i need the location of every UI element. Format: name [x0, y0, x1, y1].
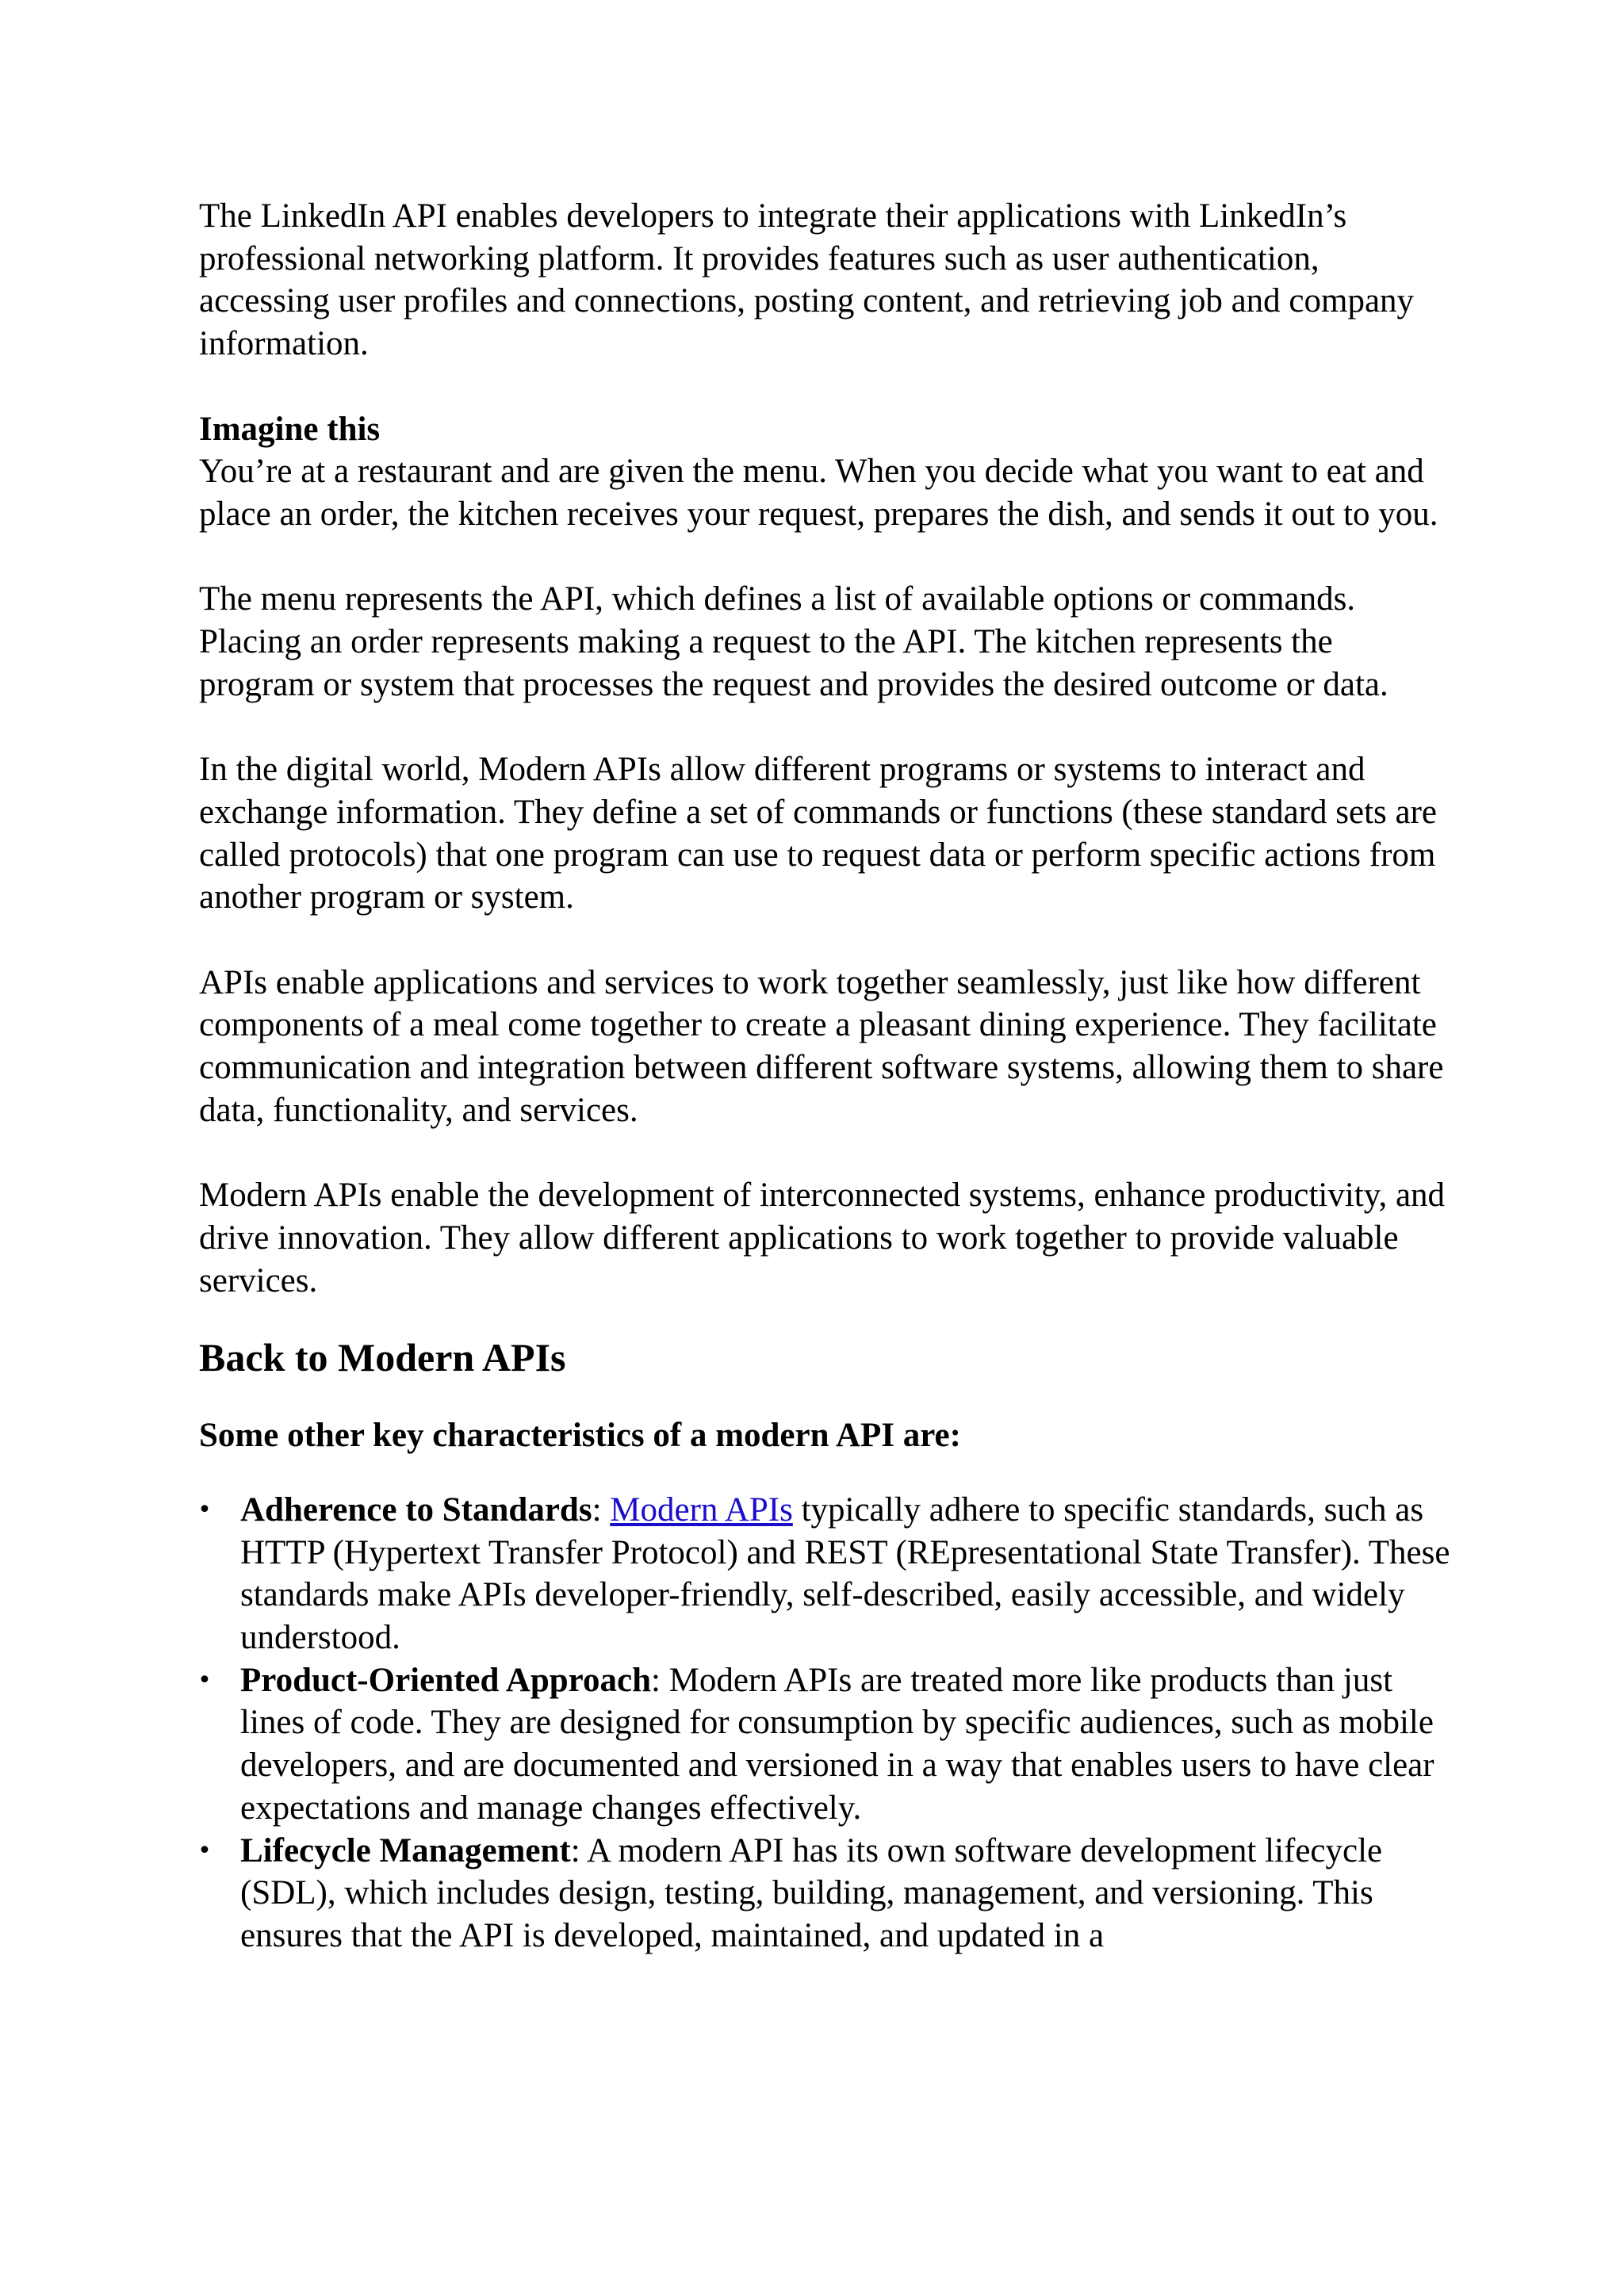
section-heading: Back to Modern APIs — [199, 1335, 566, 1380]
intro-paragraph: The LinkedIn API enables developers to integrate their applications with LinkedIn’s professional networking platform. It provides features such as user authentication, accessing user profiles and connections, posting content, and retrieving job and company information. — [199, 197, 1415, 363]
document-page — [199, 195, 1452, 1957]
list-item — [199, 1489, 1452, 1659]
list-item-term: Lifecycle Management — [240, 1831, 571, 1869]
characteristics-list — [199, 1489, 1452, 1957]
apis-enable-paragraph: APIs enable applications and services to work together seamlessly, just like how different components of a meal come together to create a pleasant dining experience. They facilitate communication and integration between different software systems, allowing them to share data, functionality, and services. — [199, 963, 1444, 1129]
imagine-section — [199, 408, 1452, 536]
list-item-separator: : — [592, 1490, 611, 1529]
imagine-heading: Imagine this — [199, 410, 381, 448]
list-item-text: : Modern APIs are treated more like products than just lines of code. They are designed for consumption by specific audiences, such as mobile developers, and are documented and versioned in a way that enables users to have clear expectations and manage changes effectively. — [240, 1661, 1434, 1827]
bullet-icon: • — [197, 1666, 212, 1694]
modern-apis-link[interactable]: Modern APIs — [610, 1490, 793, 1529]
digital-world-paragraph: In the digital world, Modern APIs allow different programs or systems to interact and exchange information. They define a set of commands or functions (these standard sets are called protocols) that one program can use to request data or perform specific actions from another program or system. — [199, 751, 1438, 916]
section-subheading: Some other key characteristics of a modern API are: — [199, 1417, 961, 1455]
list-item-term: Product-Oriented Approach — [240, 1661, 651, 1699]
list-item-text: : A modern API has its own software development lifecycle (SDL), which includes design, testing, building, management, and versioning. This ensures that the API is developed, maintained, and updated in a — [240, 1831, 1383, 1954]
modern-apis-paragraph: Modern APIs enable the development of interconnected systems, enhance productivity, and drive innovation. They allow different applications to work together to provide valuable services. — [199, 1177, 1446, 1299]
menu-paragraph: The menu represents the API, which defines a list of available options or commands. Placing an order represents making a request to the API. The kitchen represents the program or system that processes the request and provides the desired outcome or data. — [199, 580, 1388, 703]
list-item-term: Adherence to Standards — [240, 1490, 592, 1529]
bullet-icon: • — [197, 1836, 212, 1865]
list-item — [199, 1659, 1452, 1830]
list-item — [199, 1830, 1452, 1957]
list-item-text: typically adhere to specific standards, such as HTTP (Hypertext Transfer Protocol) and REST (REpresentational State Transfer). These standards make APIs developer-friendly, self-described, easily accessible, and widely understood. — [240, 1490, 1450, 1657]
restaurant-paragraph: You’re at a restaurant and are given the menu. When you decide what you want to eat and place an order, the kitchen receives your request, prepares the dish, and sends it out to you. — [199, 453, 1438, 533]
bullet-icon: • — [197, 1495, 212, 1524]
